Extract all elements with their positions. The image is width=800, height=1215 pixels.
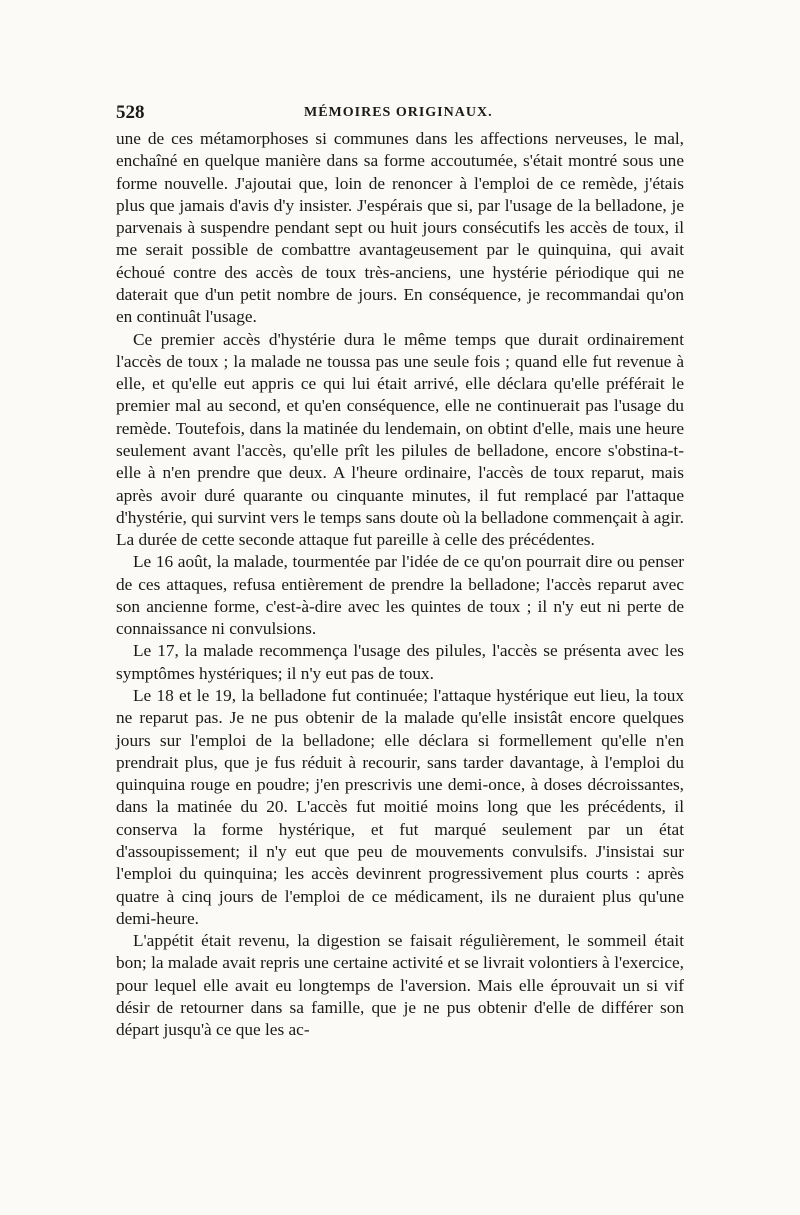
body-text bbox=[116, 128, 684, 1042]
paragraph-1: une de ces métamorphoses si communes dans les affections nerveuses, le mal, enchaîné en quelque manière dans sa forme accoutumée, s'était montré sous une forme nouvelle. J'ajoutai que, loin de renoncer à l'emploi de ce remède, j'étais plus que jamais d'avis d'y insister. J'espérais que si, par l'usage de la belladone, je parvenais à suspendre pendant sept ou huit jours consécutifs les accès de toux, il me serait possible de combattre avantageusement par le quinquina, qui avait échoué contre des accès de toux très-anciens, une hystérie périodique qui ne daterait que d'un petit nombre de jours. En conséquence, je recommandai qu'on en continuât l'usage. bbox=[116, 129, 684, 327]
running-title: MÉMOIRES ORIGINAUX. bbox=[304, 105, 493, 120]
page-header bbox=[116, 98, 684, 128]
paragraph-5: Le 18 et le 19, la belladone fut continuée; l'attaque hystérique eut lieu, la toux ne reparut pas. Je ne pus obtenir de la malade qu'elle insistât encore quelques jours sur l'emploi de la belladone; elle déclara si formellement qu'elle n'en prendrait plus, que je fus réduit à recourir, sans tarder davantage, à l'emploi du quinquina rouge en poudre; j'en prescrivis une demi-once, à doses décroissantes, dans la matinée du 20. L'accès fut moitié moins long que les précédents, il conserva la forme hystérique, et fut marqué seulement par un état d'assoupissement; il n'y eut que peu de mouvements convulsifs. J'insistai sur l'emploi du quinquina; les accès devinrent progressivement plus courts : après quatre à cinq jours de l'emploi de ce médicament, ils ne duraient plus qu'une demi-heure. bbox=[116, 686, 684, 928]
paragraph-3: Le 16 août, la malade, tourmentée par l'idée de ce qu'on pourrait dire ou penser de ces attaques, refusa entièrement de prendre la belladone; l'accès reparut avec son ancienne forme, c'est-à-dire avec les quintes de toux ; il n'y eut ni perte de connaissance ni convulsions. bbox=[116, 552, 684, 639]
paragraph-6: L'appétit était revenu, la digestion se faisait régulièrement, le sommeil était bon; la malade avait repris une certaine activité et se livrait volontiers à l'exercice, pour lequel elle avait eu longtemps de l'aversion. Mais elle éprouvait un si vif désir de retourner dans sa famille, que je ne pus obtenir d'elle de différer son départ jusqu'à ce que les ac- bbox=[116, 931, 684, 1040]
document-page bbox=[116, 98, 684, 1042]
paragraph-4: Le 17, la malade recommença l'usage des pilules, l'accès se présenta avec les symptômes hystériques; il n'y eut pas de toux. bbox=[116, 641, 684, 683]
page-number: 528 bbox=[116, 102, 145, 123]
paragraph-2: Ce premier accès d'hystérie dura le même temps que durait ordinairement l'accès de toux ; la malade ne toussa pas une seule fois ; quand elle fut revenue à elle, et qu'elle eut appris ce qui lui était arrivé, elle déclara qu'elle préférait le premier mal au second, et qu'en conséquence, elle ne continuerait pas l'usage du remède. Toutefois, dans la matinée du lendemain, on obtint d'elle, mais une heure seulement avant l'accès, qu'elle prît les pilules de belladone, encore s'obstina-t-elle à n'en prendre que deux. A l'heure ordinaire, l'accès de toux reparut, mais après avoir duré quarante ou cinquante minutes, il fut remplacé par l'attaque d'hystérie, qui survint vers le temps sans doute où la belladone commençait à agir. La durée de cette seconde attaque fut pareille à celle des précédentes. bbox=[116, 329, 684, 550]
